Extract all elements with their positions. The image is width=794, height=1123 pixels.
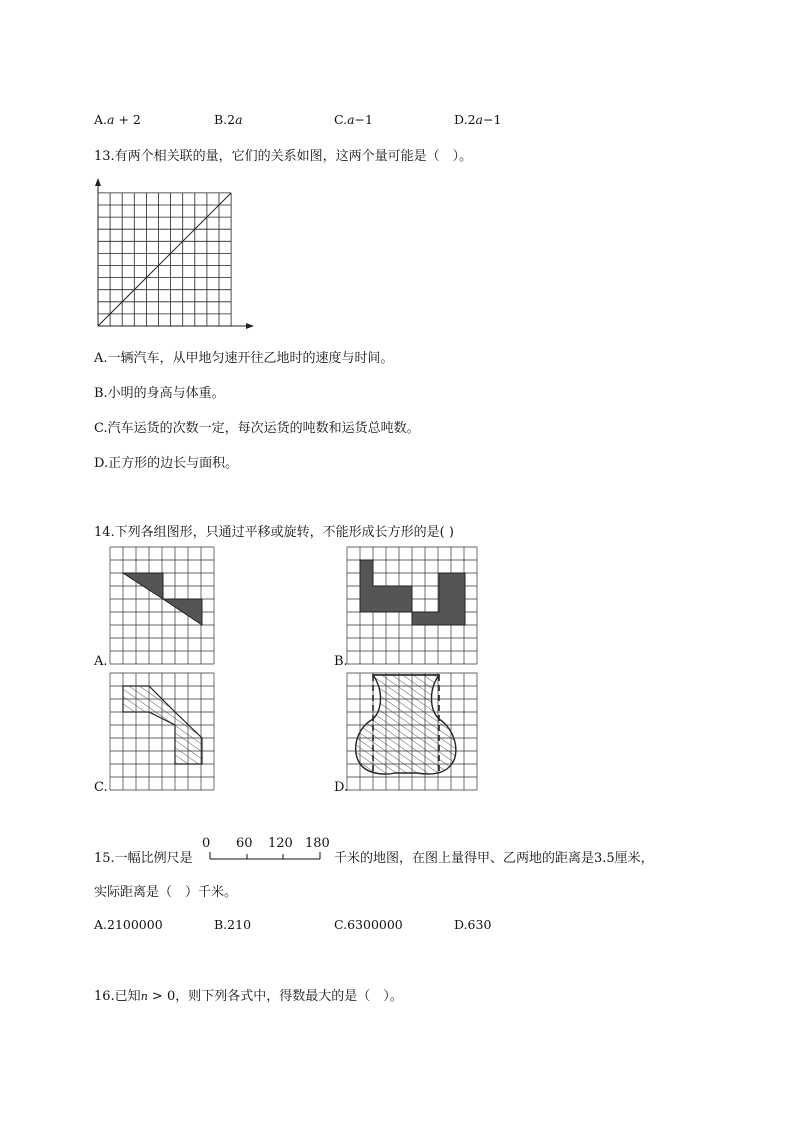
q16-stem: 16.已知n > 0，则下列各式中，得数最大的是（ ）。 xyxy=(94,989,403,1004)
q14-figure-c xyxy=(110,673,216,789)
q13-option-a: A.一辆汽车，从甲地匀速开往乙地时的速度与时间。 xyxy=(94,351,394,366)
q14-figure-d xyxy=(347,673,477,789)
q13-stem: 13.有两个相关联的量，它们的关系如图，这两个量可能是（ ）。 xyxy=(94,149,473,164)
q14-label-c: C. xyxy=(94,780,108,795)
scale-label: 60 xyxy=(236,836,253,851)
q14-figure-b xyxy=(347,547,477,663)
q12-option-a: A.a + 2 xyxy=(94,112,141,127)
q14-label-b: B. xyxy=(334,654,348,669)
q13-option-b: B.小明的身高与体重。 xyxy=(94,386,225,401)
q15-option-c: C.6300000 xyxy=(334,917,403,932)
q15-option-b: B.210 xyxy=(214,917,252,932)
q15-stem-line2: 实际距离是（ ）千米。 xyxy=(94,885,238,900)
q12-option-b: B.2a xyxy=(214,112,243,127)
scale-label: 0 xyxy=(202,836,211,851)
scale-label: 120 xyxy=(268,836,293,851)
q14-stem: 14.下列各组图形，只通过平移或旋转，不能形成长方形的是( ) xyxy=(94,525,454,540)
q13-graph xyxy=(88,178,258,334)
q13-option-c: C.汽车运货的次数一定，每次运货的吨数和运货总吨数。 xyxy=(94,421,420,436)
q15-option-d: D.630 xyxy=(454,917,492,932)
q15-stem-end: 千米的地图，在图上量得甲、乙两地的距离是3.5厘米， xyxy=(334,851,654,866)
scale-label: 180 xyxy=(305,836,330,851)
q12-option-d: D.2a−1 xyxy=(454,112,502,127)
q15-option-a: A.2100000 xyxy=(94,917,163,932)
q14-label-a: A. xyxy=(94,654,108,669)
q15-scale-bar xyxy=(202,836,328,864)
q14-figure-a xyxy=(110,547,216,663)
q15-stem-start: 15.一幅比例尺是 xyxy=(94,851,193,866)
q14-label-d: D. xyxy=(334,780,349,795)
q12-option-c: C.a−1 xyxy=(334,112,373,127)
q13-option-d: D.正方形的边长与面积。 xyxy=(94,456,239,471)
